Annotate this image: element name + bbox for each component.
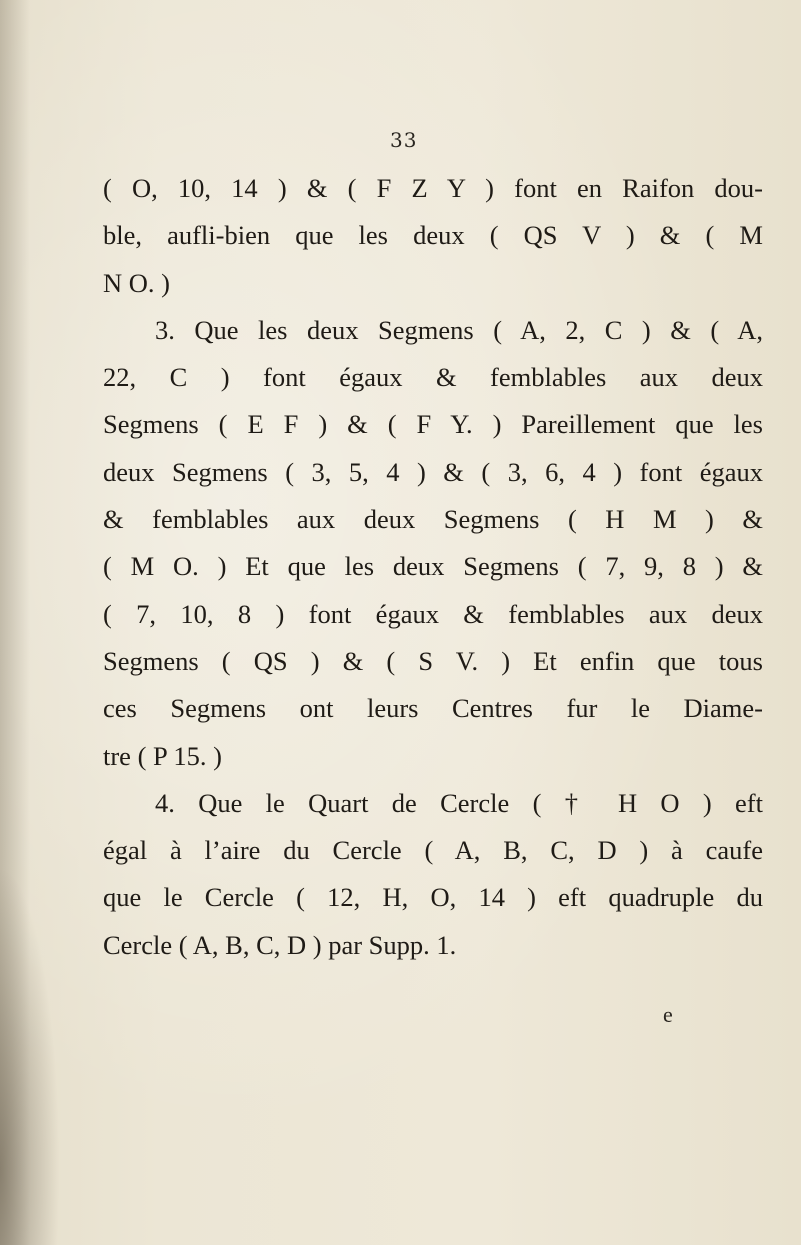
text-line: égal à l’aire du Cercle ( A, B, C, D ) à caufe bbox=[103, 835, 763, 866]
body-text bbox=[103, 165, 763, 969]
text-line: 22, C ) font égaux & femblables aux deux bbox=[103, 362, 763, 393]
text-line: tre ( P 15. ) bbox=[103, 740, 222, 771]
text-line: ( 7, 10, 8 ) font égaux & femblables aux deux bbox=[103, 598, 763, 629]
text-line: 3. Que les deux Segmens ( A, 2, C ) & ( A, bbox=[155, 314, 763, 345]
text-line: que le Cercle ( 12, H, O, 14 ) eft quadruple du bbox=[103, 882, 763, 913]
text-line: Cercle ( A, B, C, D ) par Supp. 1. bbox=[103, 929, 457, 960]
text-line: & femblables aux deux Segmens ( H M ) & bbox=[103, 504, 763, 535]
text-line: ces Segmens ont leurs Centres fur le Diame- bbox=[103, 693, 763, 724]
text-line: ( M O. ) Et que les deux Segmens ( 7, 9, 8 ) & bbox=[103, 551, 763, 582]
text-line: Segmens ( E F ) & ( F Y. ) Pareillement que les bbox=[103, 409, 763, 440]
text-line: deux Segmens ( 3, 5, 4 ) & ( 3, 6, 4 ) font égaux bbox=[103, 456, 763, 487]
text-line: N O. ) bbox=[103, 267, 170, 298]
text-line: ( O, 10, 14 ) & ( F Z Y ) font en Raifon dou- bbox=[103, 173, 763, 203]
text-line: Segmens ( QS ) & ( S V. ) Et enfin que tous bbox=[103, 645, 763, 676]
text-line: 4. Que le Quart de Cercle ( † H O ) eft bbox=[155, 787, 763, 818]
text-line: ble, aufli-bien que les deux ( QS V ) & ( M bbox=[103, 220, 763, 251]
page-stain bbox=[0, 865, 60, 1245]
page-number: 33 bbox=[390, 128, 418, 152]
catchword: e bbox=[663, 1002, 673, 1027]
